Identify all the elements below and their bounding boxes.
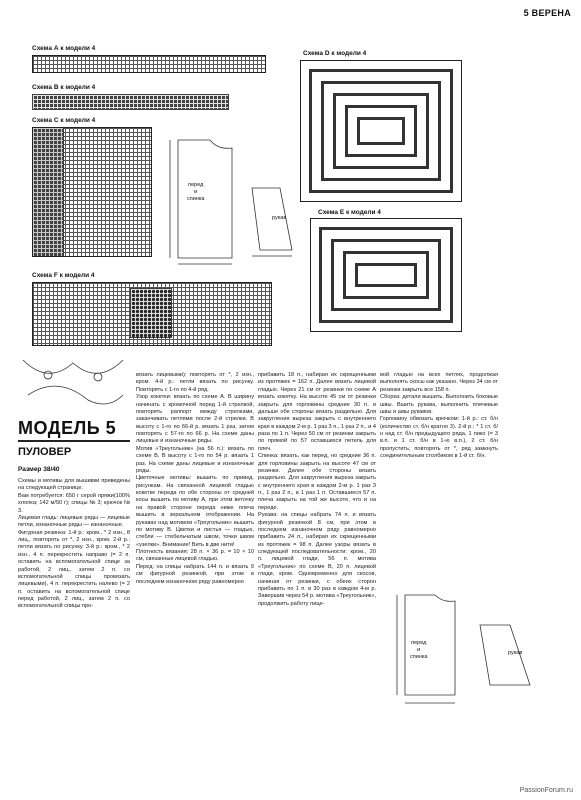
watermark: PassionForum.ru: [519, 787, 573, 794]
front-back-label: перед и спинка: [187, 182, 205, 203]
scheme-a-grid: [32, 55, 266, 73]
scheme-e-grid: [310, 218, 462, 332]
text-column-1: Схемы и мотивы для вышивки приведены на следующей странице. Вам потребуется: 650 г серой пряжи(100% хлопка; 142 м/50 г); спицы № 3; крючок № 3. Лицевая гладь: лицевые ряды — лицевые петли, изнаночные ряды — изнаночные. Фигурная резинка: 1-й р.: кром., * 2 изн., 8 лиц., повторять от *, 2 изн., кром. 2-й р.: петли вязать по рисунку. 3-й р.: кром., * 2 изн., 4 п. перекрестить направо (= 2 п. оставить на вспомогательной спице за работой, 2 лиц., затем 2 п. со вспомогательной спицы провязать лицевыми), 4 п. перекрестить налево (= 2 п. оставить на вспомогательной спице перед работой, 2 лиц., затем 2 п. со вспомогательной спицы про-: [18, 478, 130, 610]
text-column-2: вязать лицевыми); повторять от *, 2 изн., кром. 4-й р.: петли вязать по рисунку. Повторять с 1-го по 4-й ряд. Узор кокетки: вязать по схеме А. В ширину начинать с кромочной перед 1-й стрелкой, повторять раппорт между стрелками, заканчивать петлями после 2-й стрелки. В высоту с 1-го по 66-й р. вязать 1 раз, затем повторять с 57-го по 66 р. На схеме даны лицевые и изнаночные ряды. Мотив «Треугольник» (на 56 п.): вязать по схеме В. В высоту с 1-го по 54 р. вязать 1 раз. На схеме даны лицевые и изнаночные ряды. Цветочные мотивы: вышить по привед. рисункам. На связанной лицевой гладью кокетке переда по обе стороны от средней косы вышить по мотиву А, при этом веточку на правой стороне переда ниже плеча вышить в зеркальном отображении. На рукавах над мотивом «Треугольник» вышить по мотиву В. Цветки и листья — гладью, стебли — стебельчатым швом, точки швом «узелки». Внимание! Вить в две нити! Плотность вязания: 28 п. × 36 р. = 10 × 10 см, связанные лицевой гладью. Перед: на спицы набрать 144 п. и вязать 9 см фигурной резинкой, при этом в последнем изнаночном ряду равномерно: [136, 372, 254, 585]
scheme-b-grid: [32, 94, 229, 110]
front-back-label-lower: перед и спинка: [410, 640, 428, 661]
scheme-f-label: Схема F к модели 4: [32, 272, 95, 279]
scheme-f-motif: [130, 288, 172, 338]
title-divider: [18, 440, 130, 442]
scheme-c-dark-band: [32, 127, 64, 257]
front-back-pattern-diagram: [160, 128, 305, 268]
sleeve-label-top: рукав: [272, 215, 287, 221]
scheme-a-label: Схема А к модели 4: [32, 45, 96, 52]
scheme-b-label: Схема В к модели 4: [32, 84, 96, 91]
scheme-d-label: Схема D к модели 4: [303, 50, 367, 57]
scheme-d-grid: [300, 60, 462, 202]
text-column-3: прибавить 18 п., набирая их скрещенными из протяжек = 162 п. Далее вязать лицевой гладью. Через 21 см от резинки по схеме А вязать кокетку. На высоте 45 см от резинки закрыть для горловины средние 30 п. и дальше обе стороны вязать раздельно. Для закругления выреза закрыть с внутреннего края в каждом 2-м р. 1 раз 3 п., 1 раз 2 п., и 4 раза по 1 п. Через 50 см от резинки закрыть по прямой по 57 оставшихся петель для плеч. Спинка: вязать, как перед, но средние 36 п. для горловины закрыть на высоте 47 см от резинки. Далее обе стороны вязать раздельно. Для закругления выреза закрыть с внутреннего края в каждом 2-м р. 1 раз 3 п., 1 раз 2 п., и 1 раз 1 п. Оставшиеся 57 п. плеча закрыть на той же высоте, что и на переде. Рукава: на спицы набрать 74 п. и вязать фигурной резинкой 8 см, при этом в последнем изнаночном ряду равномерно прибавить 24 п., набирая их скрещенными из протяжек = 98 п. Далее узоры вязать в следующей последовательности: кром., 20 п. лицевой глади, 56 п. мотива «Треугольник» по схеме В, 20 п. лицевой глади, кром. Одновременно для скосов, начиная от резинки, с обеих сторон прибавить по 1 п. в 30 раз в каждом 4-м р. Завершив через 54 р. мотива «Треугольник», продолжить работу лице-: [258, 372, 376, 607]
size-label: Размер 38/40: [18, 466, 60, 473]
sleeve-label-lower: рукав: [508, 650, 523, 656]
model-title: МОДЕЛЬ 5: [18, 418, 117, 438]
page-number-header: 5 ВЕРЕНА: [523, 8, 571, 18]
model-subtitle: ПУЛОВЕР: [18, 446, 72, 458]
scheme-c-label: Схема С к модели 4: [32, 117, 96, 124]
text-column-4: вой гладью на всех петлях, продолжая выполнять скосы как указано. Через 34 см от резинки закрыть все 158 п. Сборка: детали вышить. Выполнить боковые швы. Вшить рукава, выполнить плечевые швы и швы рукавов. Горловину обвязать крючком: 1-й р.: ст. б/н (количество ст. б/н кратно 3). 2-й р.: * 1 ст. б/н над ст. б/н предыдущего ряда, 1 пико (= 3 в.п. и 1 ст. б/н в 1-ю в.п.), 2 ст. б/н пропустить; повторять от *, ряд замкнуть соединительным столбиком в 1-й ст. б/н.: [380, 372, 498, 460]
scheme-e-label: Схема Е к модели 4: [318, 209, 381, 216]
embroidery-sketch: [18, 355, 130, 415]
